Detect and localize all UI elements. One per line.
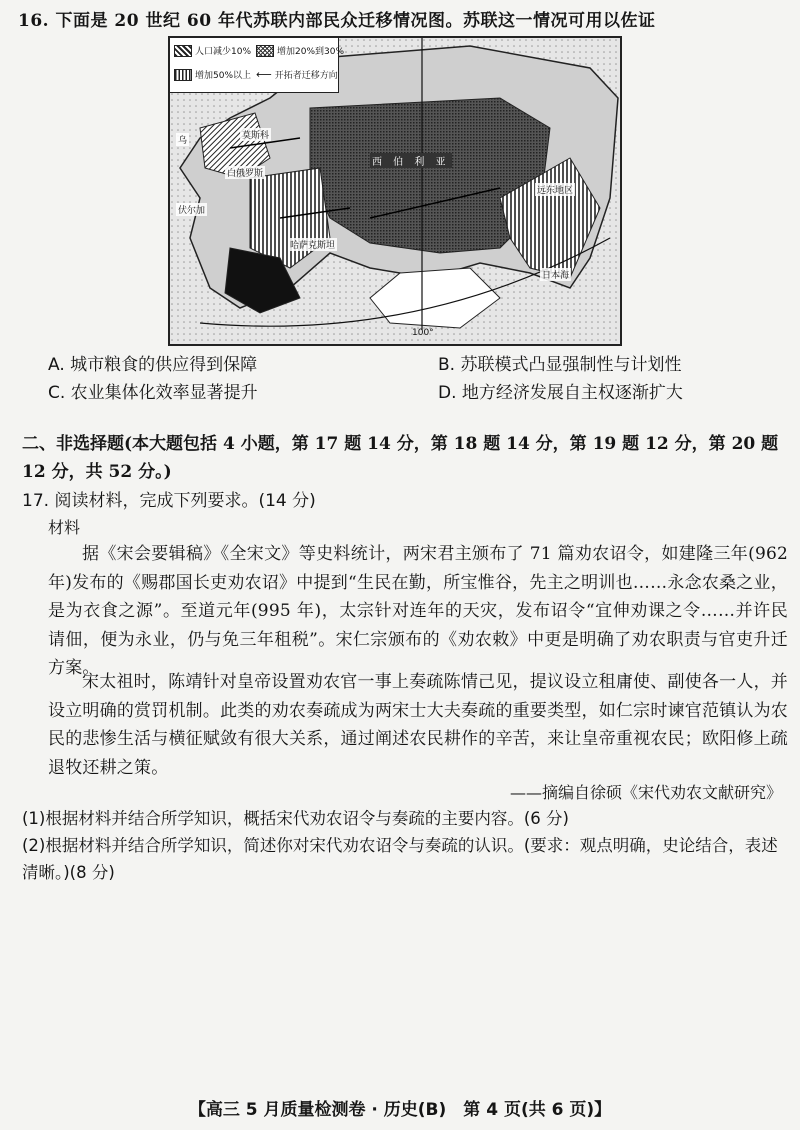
sub-question-1: (1)根据材料并结合所学知识，概括宋代劝农诏令与奏疏的主要内容。(6 分) bbox=[22, 809, 569, 828]
map-label-meridian: 100° bbox=[412, 328, 434, 338]
map-label-moscow: 莫斯科 bbox=[240, 128, 271, 141]
map-legend bbox=[170, 38, 345, 93]
material-label: 材料 bbox=[48, 518, 81, 537]
map-label-volga: 伏尔加 bbox=[176, 203, 207, 216]
map-label-japan-sea: 日本海 bbox=[540, 268, 571, 281]
option-a[interactable]: A. 城市粮食的供应得到保障 bbox=[48, 355, 258, 375]
legend-item: ⟵ 开拓者迁移方向 bbox=[256, 68, 338, 81]
legend-swatch-diag bbox=[174, 45, 192, 57]
section-2-heading: 二、非选择题(本大题包括 4 小题，第 17 题 14 分，第 18 题 14 分，第 19 题 12 分，第 20 题 12 分，共 52 分。) bbox=[22, 434, 779, 482]
map-label-siberia: 西 伯 利 亚 bbox=[370, 153, 452, 168]
map-label-far-east: 远东地区 bbox=[535, 183, 575, 196]
material-paragraph-2: 宋太祖时，陈靖针对皇帝设置劝农官一事上奏疏陈情己见，提议设立租庸使、副使各一人，并设立明确的赏罚机制。此类的劝农奏疏成为两宋士大夫奏疏的重要类型，如仁宗时谏官范镇认为农民的悲惨生活与横征赋敛有很大关系，通过阐述农民耕作的辛苦，来让皇帝重视农民；欧阳修上疏退牧还耕之策。 bbox=[48, 672, 788, 778]
map-label-ukraine: 乌 bbox=[176, 133, 189, 146]
arrow-left-icon: ⟵ bbox=[256, 68, 272, 81]
legend-item: 增加50%以上 bbox=[174, 68, 251, 81]
question-17-title: 17. 阅读材料，完成下列要求。(14 分) bbox=[22, 491, 316, 511]
material-paragraph-1: 据《宋会要辑稿》《全宋文》等史料统计，两宋君主颁布了 71 篇劝农诏令，如建隆三年(962 年)发布的《赐郡国长吏劝农诏》中提到“生民在勤，所宝惟谷，先主之明训也……永念农桑之业，是为衣食之源”。至道元年(995 年)，太宗针对连年的天灾，发布诏令“宜伸劝课之令……并许民请佃，便为永业，仍与免三年租税”。宋仁宗颁布的《劝农敕》中更是明确了劝农职责与官吏升迁方案。 bbox=[48, 544, 788, 678]
legend-swatch-vert bbox=[174, 69, 192, 81]
question-16-title: 16. 下面是 20 世纪 60 年代苏联内部民众迁移情况图。苏联这一情况可用以佐证 bbox=[18, 11, 656, 31]
legend-swatch-cross bbox=[256, 45, 274, 57]
material-source: ——摘编自徐硕《宋代劝农文献研究》 bbox=[509, 783, 782, 802]
legend-item: 增加20%到30% bbox=[256, 44, 344, 57]
page-footer: 【高三 5 月质量检测卷 · 历史(B) 第 4 页(共 6 页)】 bbox=[188, 1100, 612, 1120]
option-b[interactable]: B. 苏联模式凸显强制性与计划性 bbox=[438, 355, 682, 375]
map-label-kazakhstan: 哈萨克斯坦 bbox=[288, 238, 337, 251]
option-c[interactable]: C. 农业集体化效率显著提升 bbox=[48, 383, 258, 403]
sub-question-2: (2)根据材料并结合所学知识，简述你对宋代劝农诏令与奏疏的认识。(要求：观点明确，史论结合，表述清晰。)(8 分) bbox=[22, 836, 778, 882]
map-label-belarus: 白俄罗斯 bbox=[225, 166, 265, 179]
option-d[interactable]: D. 地方经济发展自主权逐渐扩大 bbox=[438, 383, 683, 403]
legend-item: 人口减少10% bbox=[174, 44, 251, 57]
migration-map bbox=[168, 36, 622, 346]
